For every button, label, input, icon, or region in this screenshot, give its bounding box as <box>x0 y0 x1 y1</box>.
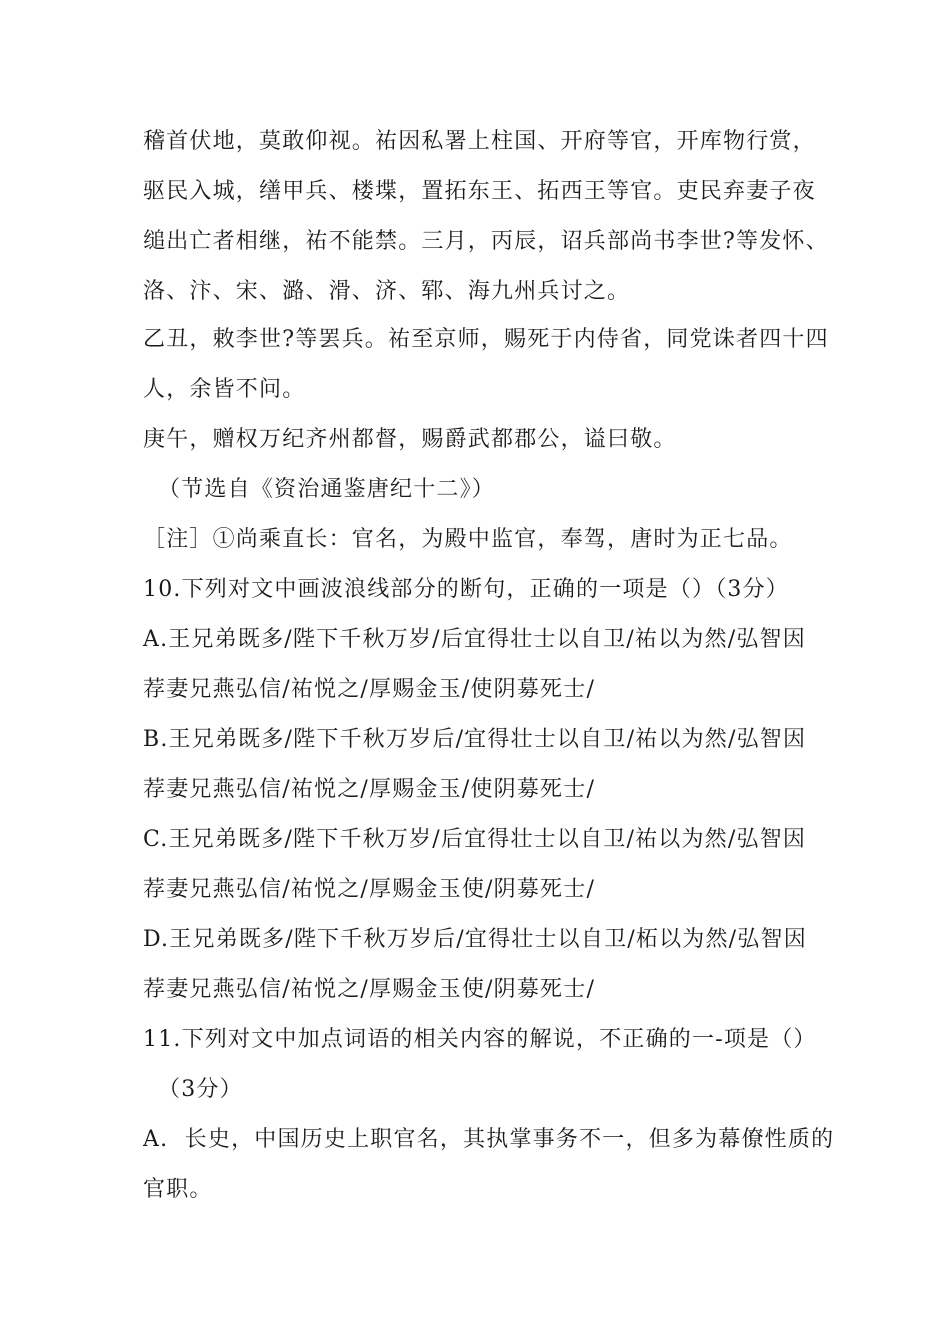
annotation-note: ［注］①尚乘直长：官名，为殿中监官，奉驾，唐时为正七品。 <box>143 527 793 552</box>
option-c-line2: 荐妻兄燕弘信/祐悦之/厚赐金玉使/阴募死士/ <box>143 877 596 902</box>
text-line: 驱民入城，缮甲兵、楼堞，置拓东王、拓西王等官。吏民弃妻子夜 <box>143 179 816 204</box>
option-a-line1: A. 长史，中国历史上职官名，其执掌事务不一，但多为幕僚性质的 <box>143 1127 835 1152</box>
option-c-line1: C.王兄弟既多/陛下千秋万岁/后宜得壮士以自卫/祐以为然/弘智因 <box>143 827 807 852</box>
source-citation: （节选自《资治通鉴唐纪十二》） <box>158 477 496 502</box>
text-line: 洛、汴、宋、潞、滑、济、郓、海九州兵讨之。 <box>143 279 631 304</box>
option-a-line2: 官职。 <box>143 1177 213 1202</box>
text-line: 缒出亡者相继，祐不能禁。三月，丙辰，诏兵部尚书李世?等发怀、 <box>143 229 829 254</box>
question-10: 10.下列对文中画波浪线部分的断句，正确的一项是（）（3分） <box>143 577 789 602</box>
text-line: 人，余皆不问。 <box>143 377 306 402</box>
option-a-line2: 荐妻兄燕弘信/祐悦之/厚赐金玉/使阴募死士/ <box>143 677 596 702</box>
option-a-line1: A.王兄弟既多/陛下千秋万岁/后宜得壮士以自卫/祐以为然/弘智因 <box>143 627 806 652</box>
text-line: 稽首伏地，莫敢仰视。祐因私署上柱国、开府等官，开库物行赏， <box>143 129 816 154</box>
text-line: 庚午，赠权万纪齐州都督，赐爵武都郡公，谥曰敬。 <box>143 427 677 452</box>
question-11-score: （3分） <box>158 1077 243 1102</box>
option-b-line1: B.王兄弟既多/陛下千秋万岁后/宜得壮士以自卫/祐以为然/弘智因 <box>143 727 807 752</box>
option-b-line2: 荐妻兄燕弘信/祐悦之/厚赐金玉/使阴募死士/ <box>143 777 596 802</box>
option-d-line2: 荐妻兄燕弘信/祐悦之/厚赐金玉使/阴募死士/ <box>143 977 596 1002</box>
question-11: 11.下列对文中加点词语的相关内容的解说，不正确的一-项是（） <box>143 1027 817 1052</box>
option-d-line1: D.王兄弟既多/陛下千秋万岁后/宜得壮士以自卫/柘以为然/弘智因 <box>143 927 807 952</box>
text-line: 乙丑，敕李世?等罢兵。祐至京师，赐死于内侍省，同党诛者四十四 <box>143 327 829 352</box>
